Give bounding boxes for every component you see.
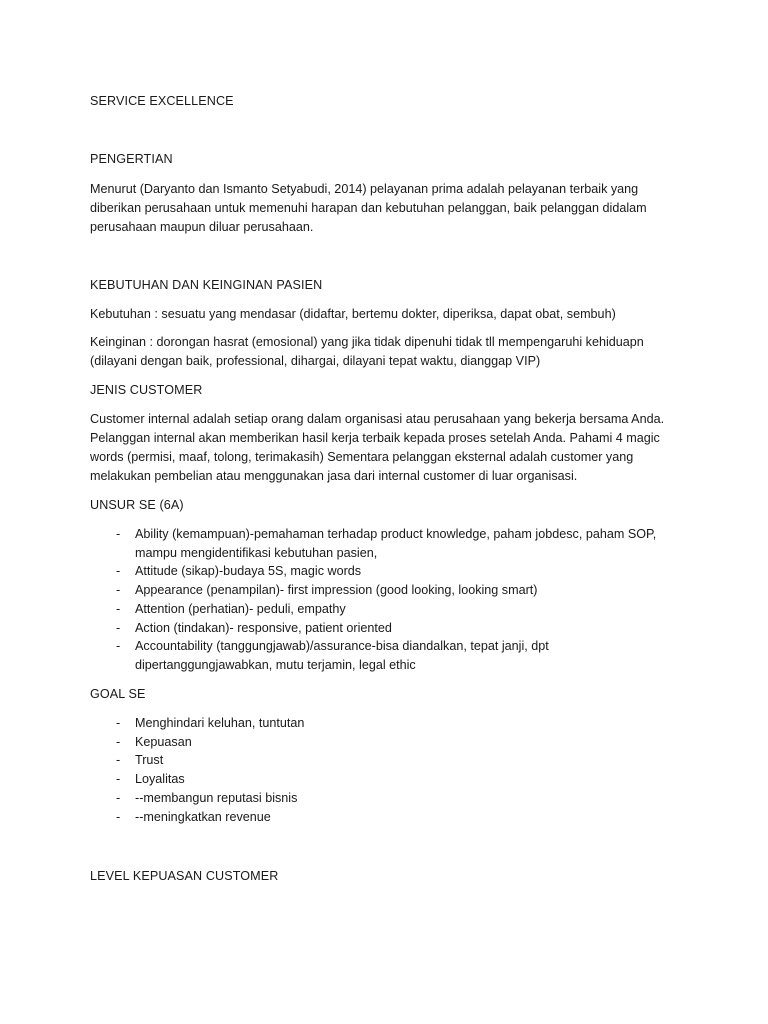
list-item (90, 808, 304, 827)
bullet-dash: - (116, 734, 121, 749)
bullet-dash: - (116, 753, 121, 768)
section-heading-pengertian: PENGERTIAN (90, 152, 173, 166)
paragraph-line: Menurut (Daryanto dan Ismanto Setyabudi, 2014) pelayanan prima adalah pelayanan terbaik yang (90, 182, 639, 196)
list-item (90, 751, 304, 770)
bullet-dash: - (116, 527, 121, 541)
list-item-continuation (90, 544, 656, 563)
bullet-dash: - (116, 772, 121, 787)
paragraph-line: (dilayani dengan baik, professional, dihargai, dilayani tepat waktu, dianggap VIP) (90, 354, 541, 368)
list-item-text: mampu mengidentifikasi kebutuhan pasien, (135, 545, 378, 560)
bullet-dash: - (116, 583, 121, 598)
bullet-dash: - (116, 790, 121, 805)
list-item (90, 562, 656, 581)
list-item-text: Action (tindakan)- responsive, patient oriented (135, 620, 392, 635)
section-heading-kebutuhan: KEBUTUHAN DAN KEINGINAN PASIEN (90, 278, 323, 292)
paragraph-line: Keinginan : dorongan hasrat (emosional) yang jika tidak dipenuhi tidak tll mempengaruhi kehiduapn (90, 335, 644, 349)
bullet-dash: - (116, 564, 121, 579)
paragraph-line: melakukan pembelian atau menggunakan jasa dari internal customer di luar organisasi. (90, 469, 578, 483)
list-item (90, 733, 304, 752)
list-item-text: Appearance (penampilan)- first impression (good looking, looking smart) (135, 583, 538, 598)
list-item-text: Accountability (tanggungjawab)/assurance-bisa diandalkan, tepat janji, dpt (135, 639, 549, 654)
bullet-dash: - (116, 620, 121, 635)
list-item-text: --membangun reputasi bisnis (135, 790, 298, 805)
list-item (90, 581, 656, 600)
list-item (90, 600, 656, 619)
paragraph-line: Customer internal adalah setiap orang dalam organisasi atau perusahaan yang bekerja bersama Anda. (90, 412, 665, 426)
section-heading-level-kepuasan: LEVEL KEPUASAN CUSTOMER (90, 869, 279, 883)
bullet-dash: - (116, 601, 121, 616)
document-title: SERVICE EXCELLENCE (90, 94, 234, 108)
paragraph-line: diberikan perusahaan untuk memenuhi harapan dan kebutuhan pelanggan, baik pelanggan didalam (90, 201, 647, 215)
section-heading-unsur-se: UNSUR SE (6A) (90, 498, 184, 512)
list-item-text: --meningkatkan revenue (135, 809, 271, 824)
list-item-text: Kepuasan (135, 734, 192, 749)
bullet-dash: - (116, 639, 121, 654)
list-item-text: Trust (135, 753, 164, 768)
list-item (90, 770, 304, 789)
list-item (90, 714, 304, 733)
list-item-text: Menghindari keluhan, tuntutan (135, 716, 305, 730)
paragraph-line: Kebutuhan : sesuatu yang mendasar (didaftar, bertemu dokter, diperiksa, dapat obat, sembuh) (90, 307, 616, 321)
bullet-dash: - (116, 809, 121, 824)
list-item-text: dipertanggungjawabkan, mutu terjamin, legal ethic (135, 657, 416, 672)
section-heading-goal-se: GOAL SE (90, 687, 146, 701)
list-item-text: Loyalitas (135, 772, 185, 787)
list-item (90, 789, 304, 808)
paragraph-line: Pelanggan internal akan memberikan hasil kerja terbaik kepada proses setelah Anda. Pahami 4 magic (90, 431, 660, 445)
list-item (90, 637, 656, 656)
list-item-continuation (90, 656, 656, 675)
list-item-text: Attention (perhatian)- peduli, empathy (135, 601, 346, 616)
list-item-text: Ability (kemampuan)-pemahaman terhadap product knowledge, paham jobdesc, paham SOP, (135, 527, 657, 541)
list-item (90, 525, 656, 544)
list-item-text: Attitude (sikap)-budaya 5S, magic words (135, 564, 362, 579)
unsur-se-list (90, 525, 656, 675)
section-heading-jenis-customer: JENIS CUSTOMER (90, 383, 203, 397)
bullet-dash: - (116, 716, 121, 730)
paragraph-line: words (permisi, maaf, tolong, terimakasih) Sementara pelanggan eksternal adalah customer yang (90, 450, 634, 464)
paragraph-line: perusahaan maupun diluar perusahaan. (90, 220, 314, 234)
goal-se-list (90, 714, 304, 826)
list-item (90, 619, 656, 638)
